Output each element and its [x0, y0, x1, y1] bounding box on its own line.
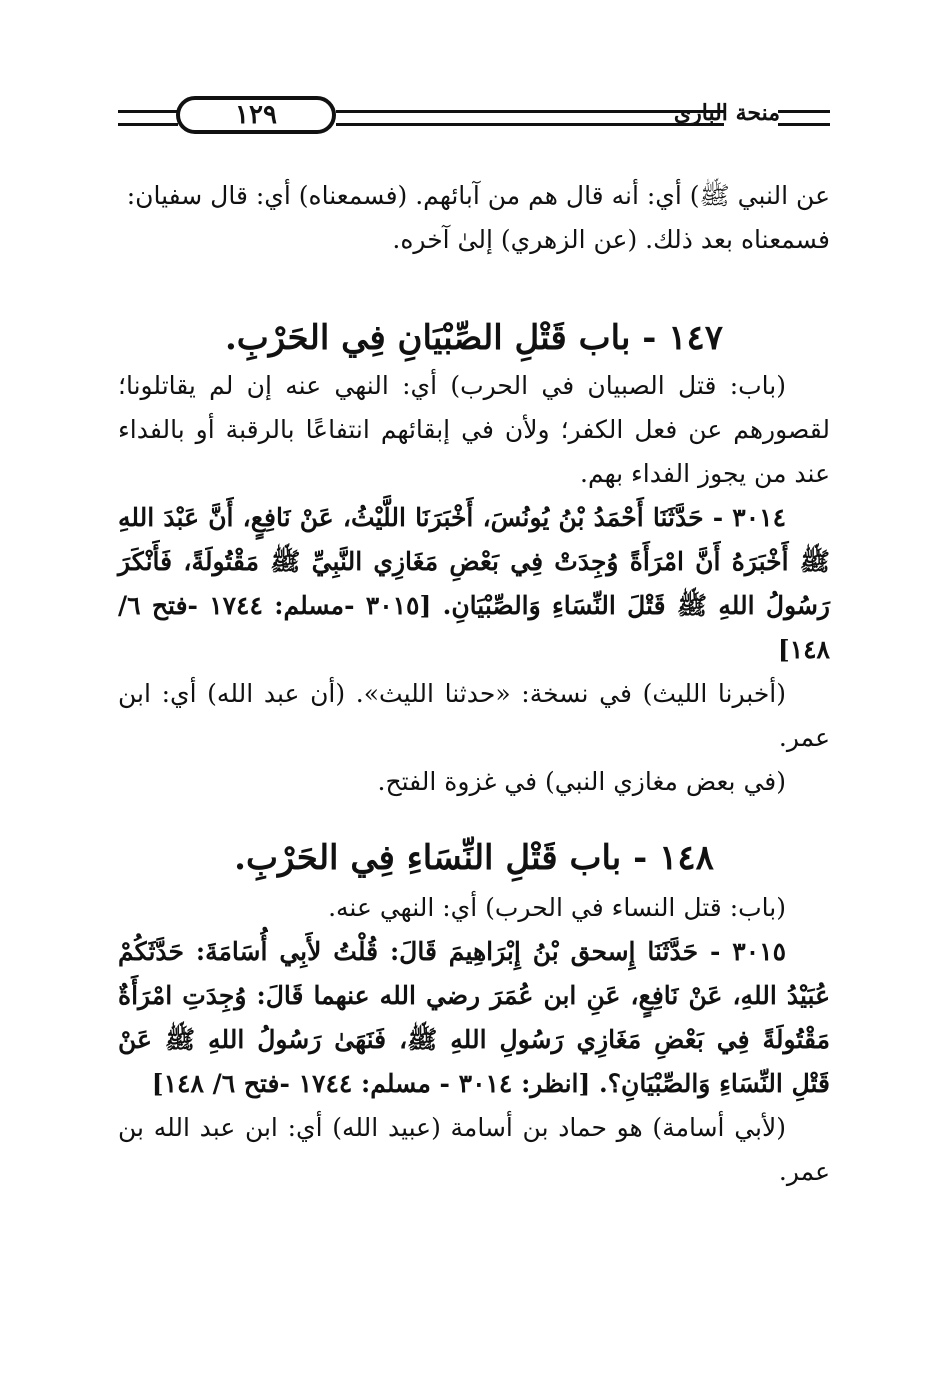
section-147-note-1: (أخبرنا الليث) في نسخة: «حدثنا الليث». (أن عبد الله) أي: ابن عمر.: [118, 679, 830, 752]
intro-line-1: عن النبي ﷺ) أي: أنه قال هم من آبائهم. (فسمعناه) أي: قال سفيان:: [126, 181, 830, 210]
section-148-heading: ١٤٨ - باب قَتْلِ النِّسَاءِ فِي الحَرْبِ.: [234, 838, 714, 878]
section-147-commentary: (باب: قتل الصبيان في الحرب) أي: النهي عنه إن لم يقاتلونا؛ لقصورهم عن فعل الكفر؛ ولأن في إبقائهم انتفاعًا بالرقبة أو بالفداء عند من يجوز الفداء بهم.: [118, 371, 830, 488]
page-number: ١٢٩: [176, 96, 336, 134]
header-rule-middle: [336, 110, 724, 126]
section-147-note-2: (في بعض مغازي النبي) في غزوة الفتح.: [377, 767, 786, 796]
header-rule-left: [118, 110, 178, 126]
section-148-note-1: (لأبي أسامة) هو حماد بن أسامة (عبيد الله) أي: ابن عبد الله بن عمر.: [118, 1113, 830, 1186]
section-148-hadith: ٣٠١٥ - حَدَّثَنَا إِسحق بْنُ إِبْرَاهِيمَ قَالَ: قُلْتُ لأَبِي أُسَامَةَ: حَدَّثَكُمْ عُبَيْدُ اللهِ، عَنْ نَافِعٍ، عَنِ ابن عُمَرَ رضي الله عنهما قَالَ: وُجِدَتِ امْرَأَةٌ مَقْتُولَةً فِي بَعْضِ مَغَازِي رَسُولِ اللهِ ﷺ، فَنَهَىٰ رَسُولُ اللهِ ﷺ عَنْ قَتْلِ النِّسَاءِ وَالصِّبْيَانِ؟. [انظر: ٣٠١٤ - مسلم: ١٧٤٤ -فتح ٦/ ١٤٨]: [118, 937, 830, 1098]
intro-paragraph: [118, 174, 830, 262]
section-147-body: [118, 364, 830, 804]
intro-line-2: فسمعناه بعد ذلك. (عن الزهري) إلىٰ آخره.: [392, 225, 830, 254]
header-rule-right: [778, 110, 830, 126]
running-title: منحة الباري: [673, 100, 780, 126]
page-header: [118, 96, 830, 142]
section-148-body: [118, 886, 830, 1194]
section-147-heading: ١٤٧ - باب قَتْلِ الصِّبْيَانِ فِي الحَرْبِ.: [224, 318, 724, 358]
section-147-hadith: ٣٠١٤ - حَدَّثَنَا أَحْمَدُ بْنُ يُونُسَ، أَخْبَرَنَا اللَّيْثُ، عَنْ نَافِعٍ، أَنَّ عَبْدَ اللهِ ﷺ أَخْبَرَهُ أَنَّ امْرَأَةً وُجِدَتْ فِي بَعْضِ مَغَازِي النَّبِيِّ ﷺ مَقْتُولَةً، فَأَنْكَرَ رَسُولُ اللهِ ﷺ قَتْلَ النِّسَاءِ وَالصِّبْيَانِ. [٣٠١٥ -مسلم: ١٧٤٤ -فتح ٦/ ١٤٨]: [118, 503, 830, 664]
section-148-commentary: (باب: قتل النساء في الحرب) أي: النهي عنه.: [328, 893, 786, 922]
